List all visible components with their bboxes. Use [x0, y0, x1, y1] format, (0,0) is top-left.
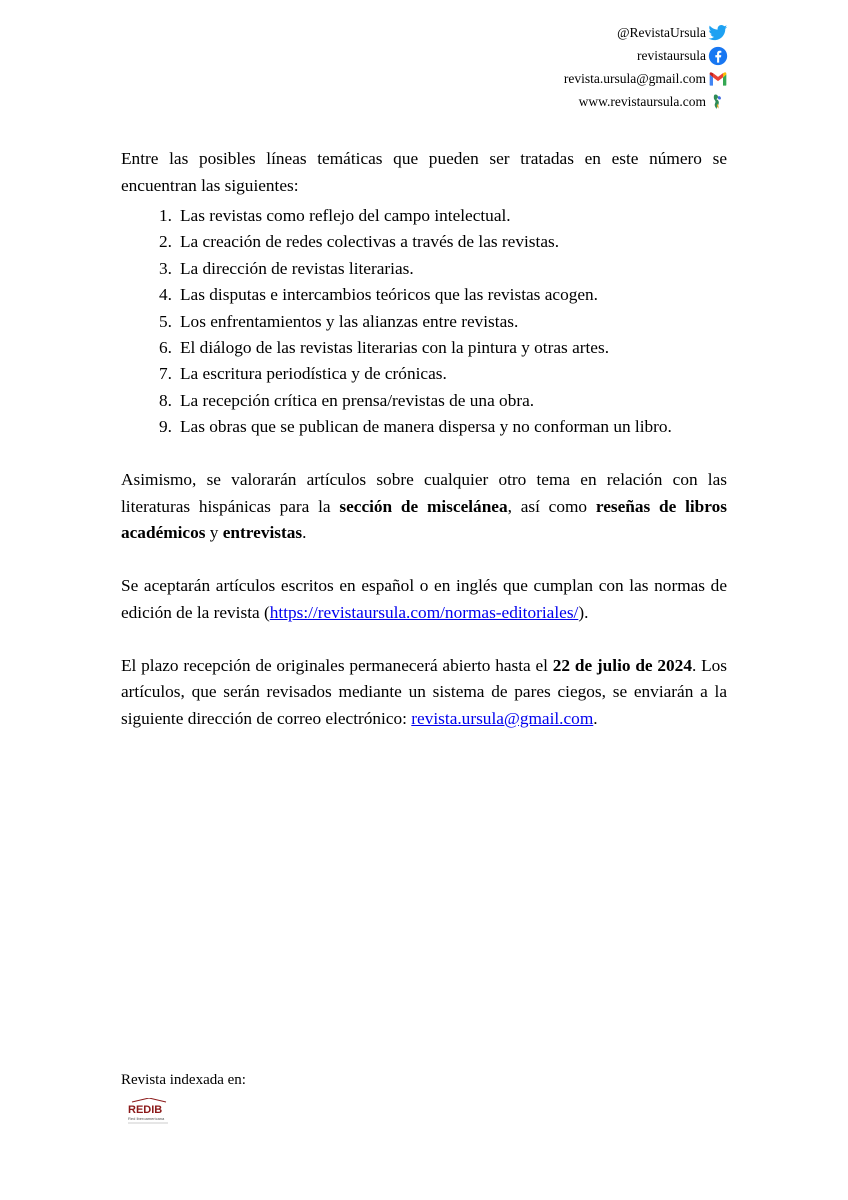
text-span: Se aceptarán artículos escritos en español o en inglés que cumplan con las normas de edición de la revista ( — [121, 576, 727, 622]
redib-logo-subtext: Red Iberoamericana — [128, 1116, 165, 1121]
list-text: El diálogo de las revistas literarias con la pintura y otras artes. — [180, 338, 610, 358]
list-text: Las obras que se publican de manera dispersa y no conforman un libro. — [180, 417, 672, 437]
list-number: 9. — [159, 417, 172, 437]
contact-website[interactable] — [564, 91, 728, 113]
website-url[interactable]: www.revistaursula.com — [578, 94, 706, 109]
main-content — [121, 146, 727, 732]
norms-link[interactable]: https://revistaursula.com/normas-editoriales/ — [269, 602, 579, 622]
list-item — [121, 203, 727, 229]
text-span: . Los artículos, que serán revisados mediante un sistema de pares ciegos, se enviarán a la siguiente dirección de correo electrónico: — [121, 655, 728, 728]
list-text: La escritura periodística y de crónicas. — [180, 364, 447, 384]
themes-list — [121, 203, 727, 441]
ursula-logo-icon — [708, 92, 728, 112]
redib-logo-text: REDIB — [128, 1104, 163, 1116]
list-item — [121, 282, 727, 308]
text-span: Asimismo, se valorarán artículos sobre cualquier otro tema en relación con las literaturas hispánicas para la — [121, 470, 727, 516]
list-number: 3. — [159, 258, 172, 278]
bold-text: entrevistas — [222, 523, 303, 543]
miscellany-paragraph — [121, 467, 727, 547]
list-text: Las disputas e intercambios teóricos que las revistas acogen. — [180, 285, 598, 305]
list-number: 7. — [159, 364, 172, 384]
contact-twitter[interactable] — [564, 22, 728, 44]
list-item — [121, 414, 727, 440]
contact-block — [564, 22, 728, 114]
deadline-paragraph — [121, 653, 727, 733]
contact-email[interactable] — [564, 68, 728, 90]
list-text: La dirección de revistas literarias. — [180, 258, 414, 278]
list-text: Los enfrentamientos y las alianzas entre revistas. — [180, 311, 519, 331]
list-text: Las revistas como reflejo del campo intelectual. — [180, 206, 511, 225]
text-span: El plazo recepción de originales permanecerá abierto hasta el — [121, 655, 553, 675]
redib-logo[interactable] — [126, 1098, 172, 1128]
text-span: . — [593, 708, 598, 728]
text-span: , así como — [507, 496, 596, 516]
list-item — [121, 388, 727, 414]
text-span: y — [205, 523, 223, 543]
list-item — [121, 309, 727, 335]
deadline-date: 22 de julio de 2024 — [552, 655, 692, 675]
list-text: La recepción crítica en prensa/revistas de una obra. — [180, 390, 535, 410]
twitter-icon — [708, 23, 728, 43]
list-text: La creación de redes colectivas a través de las revistas. — [180, 232, 560, 252]
list-item — [121, 256, 727, 282]
list-number: 6. — [159, 338, 172, 358]
list-item — [121, 229, 727, 255]
list-number: 8. — [159, 390, 172, 410]
languages-paragraph — [121, 573, 727, 626]
bold-text: sección de miscelánea — [339, 496, 508, 516]
gmail-icon — [708, 69, 728, 89]
list-number: 4. — [159, 285, 172, 305]
facebook-icon — [708, 46, 728, 66]
facebook-handle[interactable]: revistaursula — [637, 48, 706, 63]
bold-text: reseñas de libros académicos — [121, 496, 728, 543]
text-span: . — [302, 523, 307, 543]
twitter-handle[interactable]: @RevistaUrsula — [617, 25, 706, 40]
text-span: ). — [578, 602, 589, 622]
list-number: 2. — [159, 232, 172, 252]
list-item — [121, 335, 727, 361]
list-item — [121, 361, 727, 387]
list-number: 1. — [159, 206, 172, 225]
email-link[interactable]: revista.ursula@gmail.com — [411, 708, 594, 728]
contact-facebook[interactable] — [564, 45, 728, 67]
email-address[interactable]: revista.ursula@gmail.com — [563, 71, 706, 86]
indexed-label: Revista indexada en: — [121, 1072, 246, 1088]
list-number: 5. — [159, 311, 172, 331]
intro-paragraph: Entre las posibles líneas temáticas que pueden ser tratadas en este número se encuentran las siguientes: — [121, 149, 727, 195]
